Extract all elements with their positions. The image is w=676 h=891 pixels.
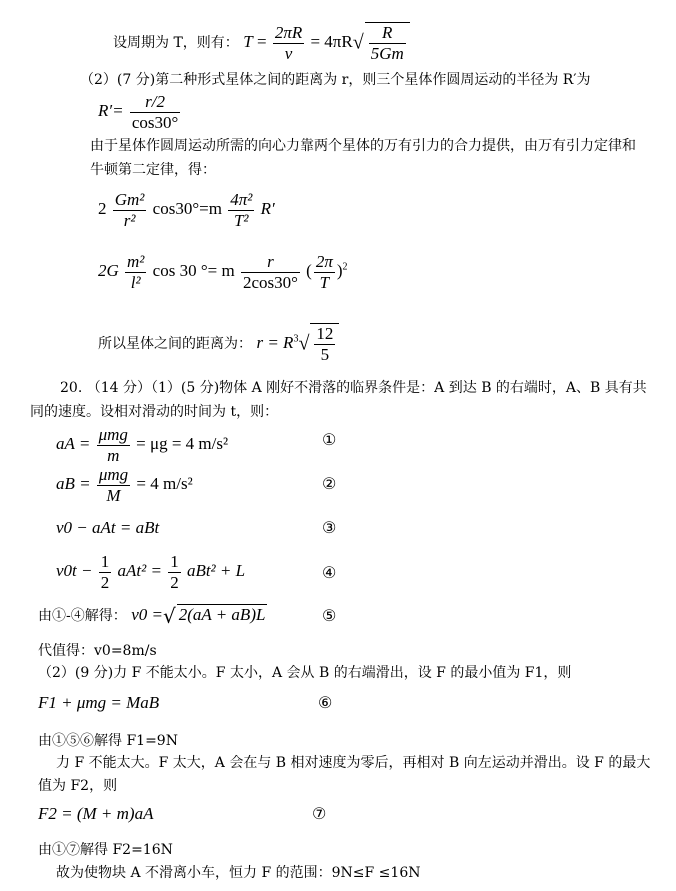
e4-c: aBt² + L: [186, 560, 246, 580]
eq5-lhs: r = R: [256, 332, 294, 352]
period-equation: T = $\frac{2\pi R}{v}$ = 4πR√ $\frac{R}{5Gm}$: [243, 32, 410, 51]
q20-line1: 20. （14 分）（1）(5 分)物体 A 刚好不滑落的临界条件是：A 到达 B 的右端时，A、B 具有共: [60, 380, 647, 396]
eq4-num: m²: [127, 252, 145, 271]
part2b: （2）(9 分)力 F 不能太小。F 太小，A 会从 B 的右端滑出，设 F 的最小值为 F1，则: [38, 665, 572, 681]
e5-pre: 由①-④解得：: [38, 608, 127, 624]
e2-den: M: [106, 485, 121, 505]
distance-text: 所以星体之间的距离为：: [98, 335, 252, 352]
e2-num: μmg: [98, 465, 129, 484]
big2: 值为 F2，则: [38, 778, 118, 794]
big1: 力 F 不能太大。F 太大，A 会在与 B 相对速度为零后，再相对 B 向左运动并滑出。设 F 的最大: [56, 755, 651, 771]
e4-b: aAt² =: [117, 560, 162, 580]
e4-half-num: 1: [100, 552, 110, 571]
eq3-num: Gm²: [114, 190, 145, 209]
eq1-mid: = 4πR: [310, 31, 353, 51]
para1: 由于星体作圆周运动所需的向心力靠两个星体的万有引力的合力提供，由万有引力定律和: [90, 138, 636, 154]
eq2-lhs: R′=: [98, 100, 124, 120]
e2: [56, 465, 193, 505]
e4-a: v0t −: [56, 560, 93, 580]
e4-half-num2: 1: [170, 552, 179, 571]
e1: [56, 425, 228, 465]
para2: 牛顿第二定律，得：: [90, 162, 216, 178]
eq4-num2: r: [241, 252, 300, 273]
eq1-sqrt: [365, 22, 410, 63]
mark-3: ③: [322, 518, 337, 537]
mark-1: ①: [322, 430, 337, 449]
sol2: 由①⑦解得 F2=16N: [38, 842, 173, 858]
part2-title: （2）(7 分)第二种形式星体之间的距离为 r，则三个星体作圆周运动的半径为 R′为: [80, 72, 591, 88]
eq3-num2: 4π²: [230, 190, 253, 209]
period-text: 设周期为 T，则有：: [113, 34, 239, 51]
e1-num: μmg: [98, 425, 128, 444]
eq3-den2: T²: [233, 210, 249, 230]
mark-5: ⑤: [322, 606, 337, 625]
eq5-den: 5: [320, 344, 330, 364]
cbrt-sign: √: [298, 332, 310, 355]
e6: F1 + μmg = MaB: [38, 693, 160, 712]
e1-rhs: = μg = 4 m/s²: [136, 433, 229, 453]
eq3-tail: R′: [260, 198, 275, 218]
e1-den: m: [107, 445, 120, 465]
eq4-exp: 2: [342, 261, 348, 273]
eq5-index: 3: [293, 333, 299, 345]
eq1-rden: 5Gm: [370, 43, 404, 63]
final: 故为使物块 A 不滑离小车，恒力 F 的范围：9N≤F ≤16N: [56, 865, 421, 881]
eq3-mid: cos30°=m: [152, 198, 222, 218]
e5: [38, 604, 267, 628]
sub1: 代值得：v0=8m/s: [38, 643, 157, 659]
sqrt-sign: √: [352, 31, 364, 54]
e5-sqrt-sign: √: [162, 604, 176, 628]
eq4: 2G $\frac{\text{m²}}{\text{l²}}$ cos 30 °= m $\frac{r}{2\cos 30^\circ}$ ( $\frac{2\pi}{T}$ )$^2$: [98, 252, 348, 292]
eq4-mid: cos 30 °= m: [152, 260, 235, 280]
mark-2: ②: [322, 474, 337, 493]
period-line: [113, 22, 410, 63]
eq4-den2: 2cos30°: [242, 272, 298, 292]
e5-radicand: 2(aA + aB)L: [178, 605, 266, 624]
e5-v: v0 =: [131, 605, 163, 624]
mark-4: ④: [322, 563, 337, 582]
e2-lhs: aB =: [56, 473, 91, 493]
e4-half-den2: 2: [170, 572, 179, 592]
q20-line2: 同的速度。设相对滑动的时间为 t，则：: [30, 404, 279, 420]
e4-half-den: 2: [100, 572, 110, 592]
eq2: [98, 92, 182, 132]
eq2-den: cos30°: [131, 112, 179, 132]
e3: v0 − aAt = aBt: [56, 518, 160, 537]
e7: F2 = (M + m)aA: [38, 804, 154, 823]
eq1-lhs: T: [243, 31, 253, 51]
eq4-coef: 2G: [98, 260, 119, 280]
eq4-num3: 2π: [315, 252, 333, 271]
distance-line: [98, 323, 339, 364]
eq1-num: 2πR: [274, 23, 303, 42]
eq4-den3: T: [319, 272, 330, 292]
eq1-den: v: [284, 43, 293, 63]
e2-rhs: = 4 m/s²: [136, 473, 193, 493]
e1-lhs: aA =: [56, 433, 91, 453]
eq1-rnum: R: [369, 23, 406, 44]
eq4-den: l²: [130, 272, 141, 292]
eq2-num: r/2: [130, 92, 180, 113]
eq3-den: r²: [123, 210, 136, 230]
sol1: 由①⑤⑥解得 F1=9N: [38, 733, 178, 749]
eq3-coef: 2: [98, 198, 107, 218]
eq5-num: 12: [316, 324, 334, 343]
e4: [56, 552, 245, 592]
mark-6: ⑥: [318, 693, 333, 712]
eq1-frac: [273, 23, 304, 63]
mark-7: ⑦: [312, 804, 327, 823]
eq3: [98, 190, 275, 230]
